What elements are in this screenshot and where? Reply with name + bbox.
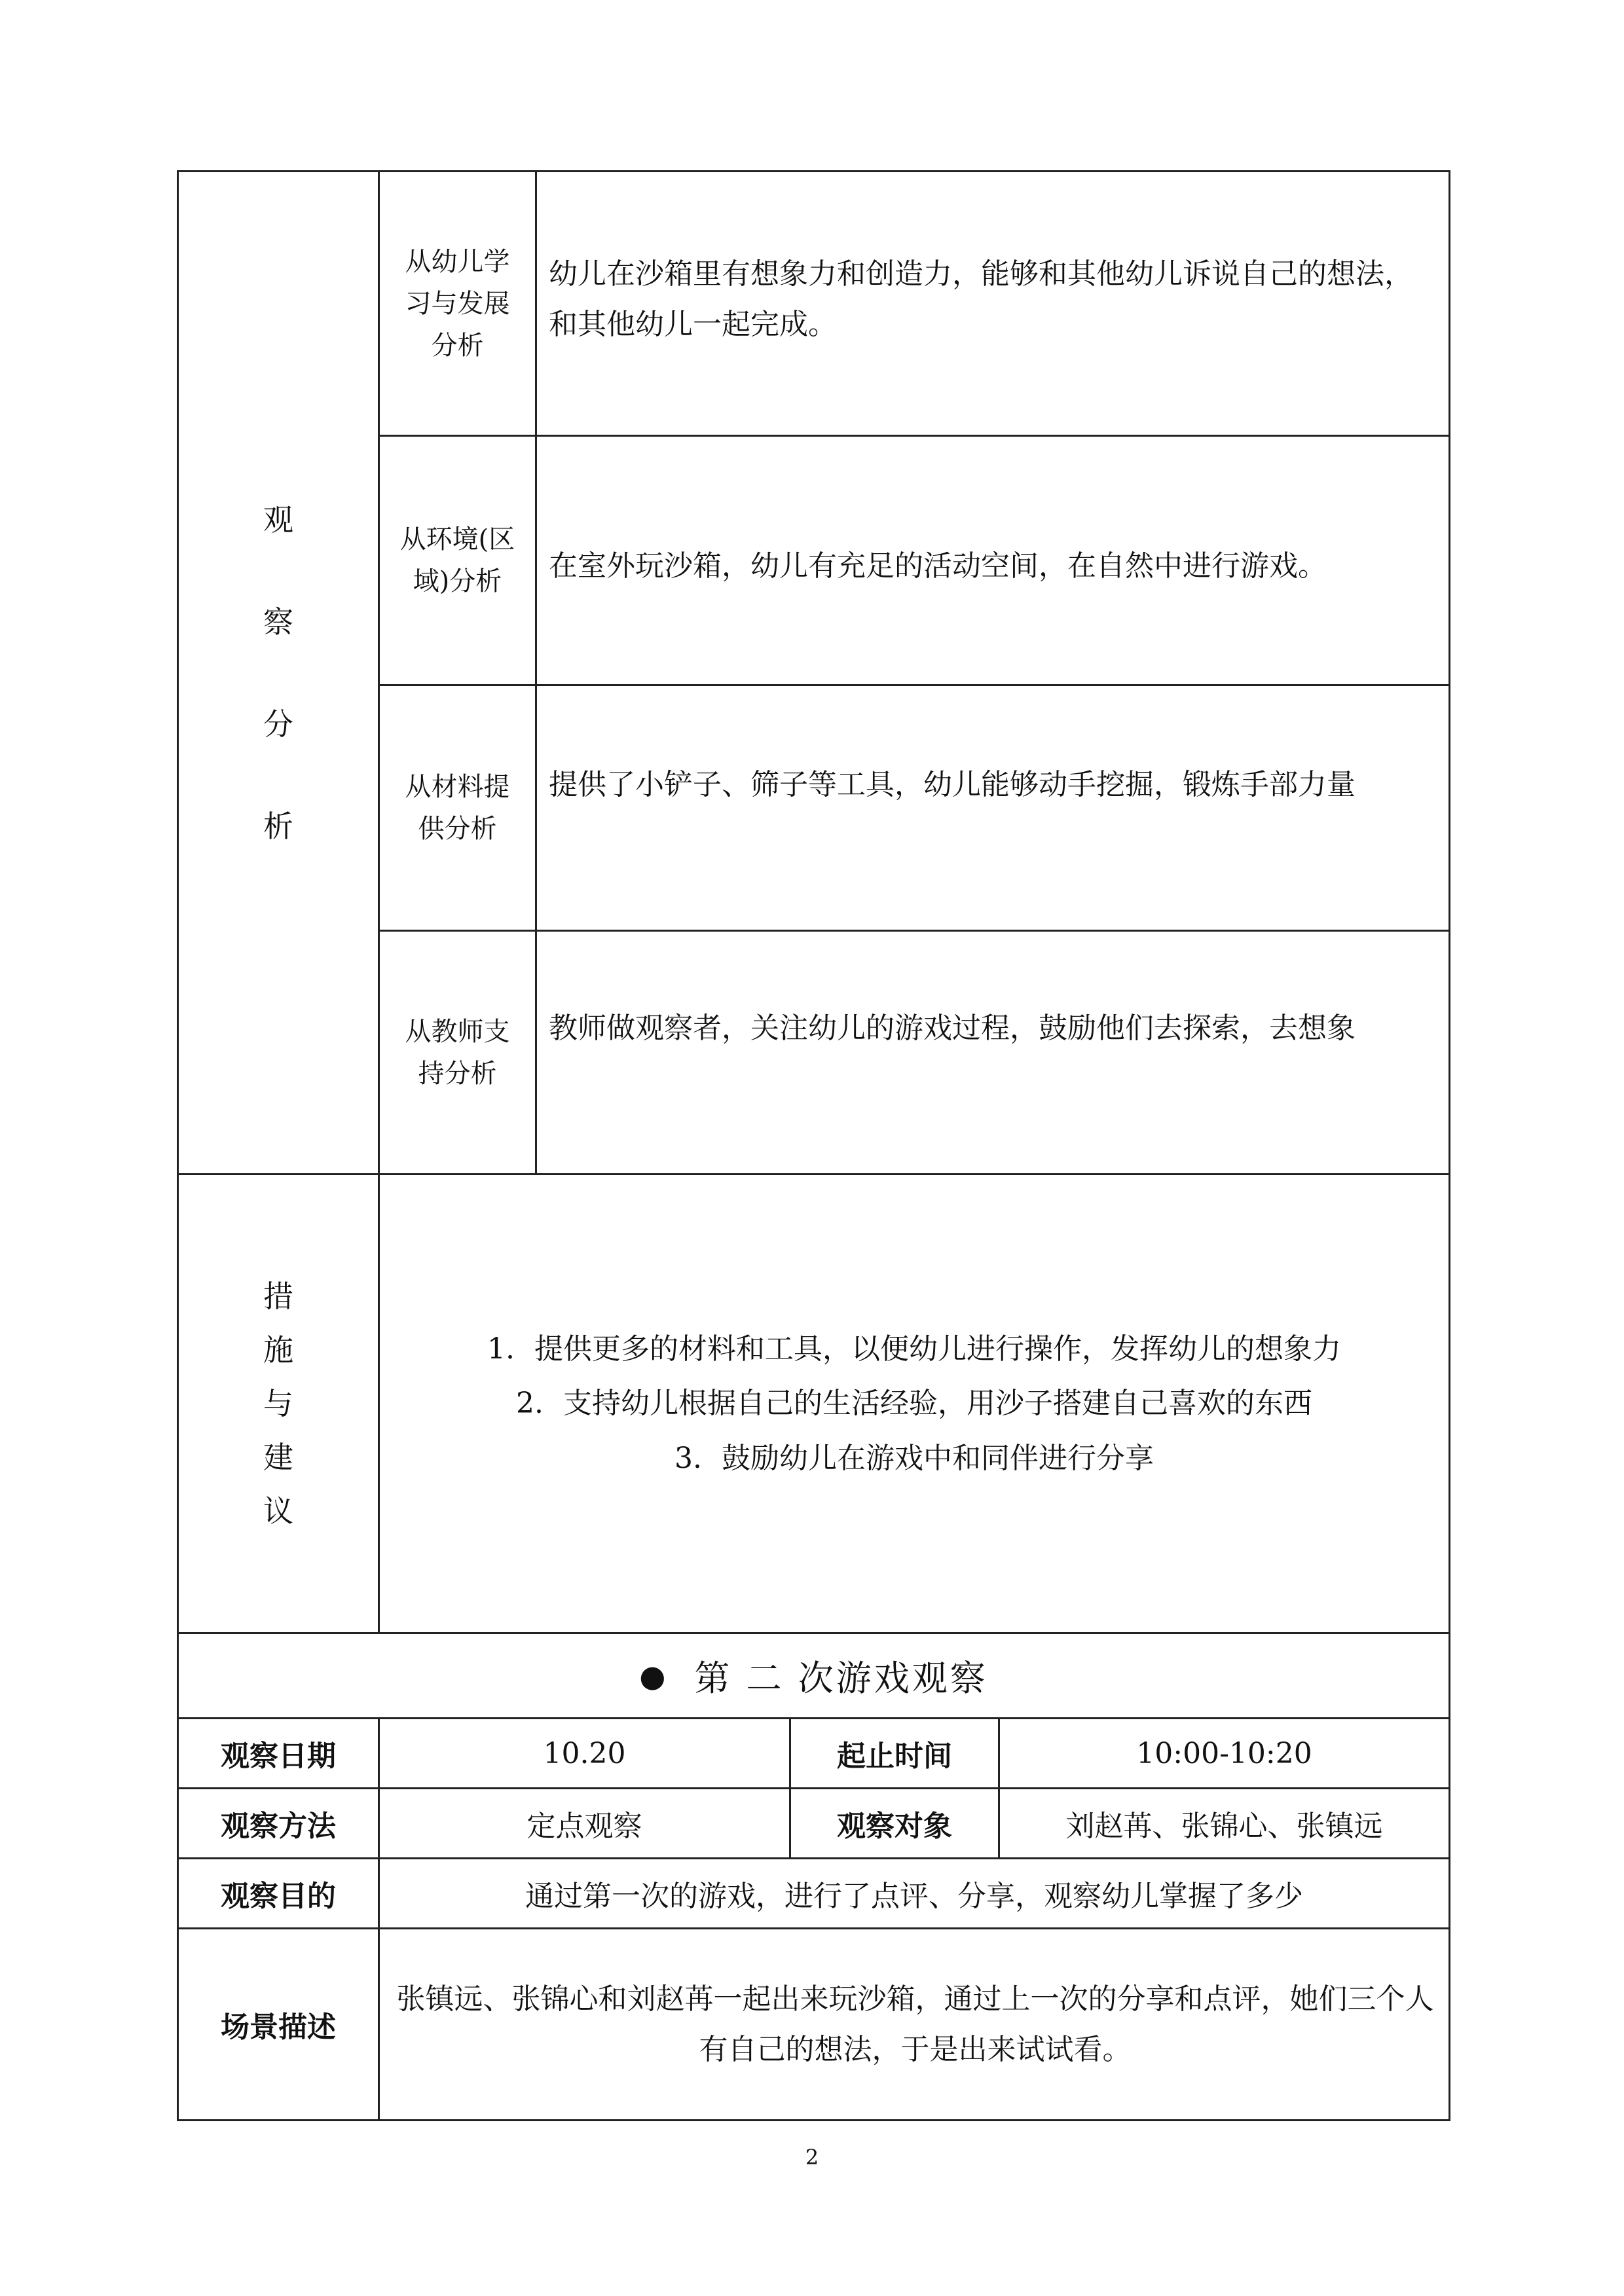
item-text: 鼓励幼儿在游戏中和同伴进行分享 [721, 1441, 1154, 1475]
label-line: 从教师支 [405, 1016, 510, 1047]
purpose-label: 观察目的 [221, 1880, 336, 1913]
label-line: 从材料提 [405, 772, 510, 802]
side-label-char: 分 [263, 706, 293, 742]
purpose-value: 通过第一次的游戏，进行了点评、分享，观察幼儿掌握了多少 [525, 1880, 1303, 1913]
date-label: 观察日期 [221, 1740, 336, 1773]
section-title-row [179, 1634, 1449, 1717]
item-text: 支持幼儿根据自己的生活经验，用沙子搭建自己喜欢的东西 [563, 1387, 1312, 1421]
label-line: 持分析 [418, 1058, 497, 1089]
time-value: 10:00-10:20 [1136, 1736, 1312, 1770]
section-title: 第 二 次游戏观察 [694, 1658, 988, 1699]
scene-label: 场景描述 [221, 2011, 336, 2044]
row-divider [378, 435, 1450, 437]
label-line: 习与发展 [405, 288, 510, 319]
analysis-row-label [380, 932, 535, 1173]
side-label-char: 察 [263, 604, 293, 640]
analysis-row-label [380, 437, 535, 684]
analysis-row-label [380, 172, 535, 435]
analysis-side-label [179, 172, 378, 1173]
analysis-row-text: 在室外玩沙箱，幼儿有充足的活动空间，在自然中进行游戏。 [549, 549, 1327, 583]
label-line: 从环境(区 [399, 524, 515, 555]
table-border-bottom [177, 2119, 1450, 2121]
side-label-char: 观 [263, 501, 293, 538]
side-label-char: 建 [263, 1440, 293, 1475]
item-number: 1. [487, 1332, 515, 1366]
target-label: 观察对象 [837, 1810, 952, 1843]
bullet-icon: ● [639, 1658, 669, 1694]
label-line: 供分析 [418, 814, 497, 844]
item-number: 2. [516, 1387, 544, 1421]
row-divider [378, 684, 1450, 686]
measures-list [380, 1175, 1449, 1632]
analysis-row-text: 教师做观察者，关注幼儿的游戏过程，鼓励他们去探索，去想象 [549, 1011, 1356, 1045]
table-border-right [1449, 170, 1450, 2121]
target-value: 刘赵苒、张锦心、张镇远 [1065, 1810, 1383, 1843]
side-label-char: 析 [263, 808, 293, 844]
analysis-row-label [380, 686, 535, 930]
analysis-row-text: 幼儿在沙箱里有想象力和创造力，能够和其他幼儿诉说自己的想法，和其他幼儿一起完成。 [549, 257, 1413, 341]
method-value: 定点观察 [526, 1810, 642, 1843]
measures-item [487, 1322, 1341, 1377]
side-label-char: 措 [263, 1279, 293, 1314]
label-line: 分析 [431, 330, 484, 361]
item-number: 3. [674, 1441, 702, 1475]
side-label-char: 与 [263, 1386, 293, 1421]
measures-item [487, 1431, 1341, 1486]
time-label: 起止时间 [837, 1740, 952, 1773]
measures-item [487, 1376, 1341, 1431]
scene-value: 张镇远、张锦心和刘赵苒一起出来玩沙箱，通过上一次的分享和点评，她们三个人有自己的想法，于是出来试试看。 [396, 1982, 1434, 2066]
measures-side-label [179, 1175, 378, 1632]
date-value: 10.20 [543, 1736, 626, 1770]
analysis-row-text: 提供了小铲子、筛子等工具，幼儿能够动手挖掘，锻炼手部力量 [549, 768, 1356, 801]
label-line: 域)分析 [413, 566, 502, 596]
side-label-char: 施 [263, 1332, 293, 1368]
label-line: 从幼儿学 [405, 246, 510, 277]
row-divider [378, 930, 1450, 932]
item-text: 提供更多的材料和工具，以便幼儿进行操作，发挥幼儿的想象力 [534, 1332, 1341, 1366]
page-number: 2 [805, 2145, 819, 2170]
col-divider-2 [535, 170, 537, 1175]
method-label: 观察方法 [221, 1810, 336, 1843]
side-label-char: 议 [263, 1493, 293, 1529]
